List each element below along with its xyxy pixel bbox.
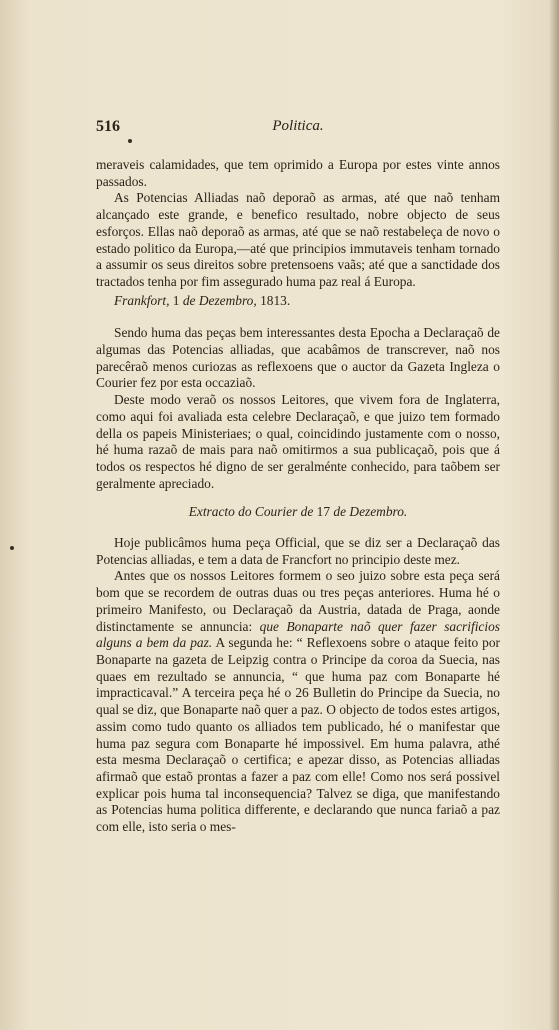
dateline-year: 1813. <box>260 292 291 308</box>
paragraph-before-text: Antes que os nossos Leitores formem o seo juizo sobre esta peça será bom que se recordem de outras duas ou tres peças anteriores. Huma hé o primeiro Manifesto, ou Declaraçaõ da Austria, datada de Praga, aonde distinctamente se annuncia: <box>96 568 500 634</box>
ink-speck <box>128 139 132 143</box>
paragraph-continued: meraveis calamidades, que tem oprimido a Europa por estes vinte annos passados. <box>96 157 500 189</box>
paragraph-before <box>96 568 500 835</box>
paragraph-before-cont: A segunda he: “ Reflexoens sobre o ataque feito por Bonaparte na gazeta de Leipzig contra o Principe da coroa da Suecia, nas quaes em rezultado se annuncia, “ que huma paz com Bonaparte hé impracticaval.” A terceira peça hé o 26 Bulletin do Principe da Suecia, no qual se diz, que Bonaparte naõ quer a paz. O objecto de todos estes artigos, assim como tudo quanto os alliados tem publicado, hé o manifestar que huma paz segura com Bonaparte hé impossivel. Em huma palavra, athé esta mesma Declaraçaõ o certifica; e apezar disso, as Potencias alliadas afirmaõ que estaõ prontas a fazer a paz com elle! Como nos será possivel explicar pois huma tal inconsequencia? Talvez se diga, que manifestando as Potencias huma politica differente, e declarando que nunca fariaõ a paz com elle, isto seria o mes- <box>96 635 501 835</box>
italic-quote: que Bonaparte naõ quer fazer sacrificios alguns a bem da paz. <box>96 618 500 651</box>
dateline-place: Frankfort, <box>114 292 170 308</box>
extract-heading-prefix: Extracto do Courier de <box>188 504 314 520</box>
paragraph-today: Hoje publicâmos huma peça Official, que se diz ser a Declaraçaõ das Potencias alliadas, e tem a data de Francfort no principio deste mez. <box>96 535 500 567</box>
extract-heading <box>96 504 500 521</box>
page-number: 516 <box>96 118 120 135</box>
extract-heading-suffix: de Dezembro. <box>333 504 408 520</box>
ink-speck <box>10 546 14 550</box>
body-text <box>96 157 500 836</box>
paragraph-readers: Deste modo veraõ os nossos Leitores, que vivem fora de Inglaterra, como aqui foi avaliada esta celebre Declaraçaõ, e que juizo tem formado della os papeis Ministeriaes; o qual, coincidindo justamente com o nosso, hé huma razaõ de mais para naõ omitirmos a sua publicaçaõ, pois que á todos os respectos hé digno de ser geralménte conhecido, para taõbem ser geralmente apreciado. <box>96 392 500 491</box>
binding-shadow <box>549 0 559 1030</box>
paragraph-declaration: Sendo huma das peças bem interessantes desta Epocha a Declaraçaõ de algumas das Potencias alliadas, que acabâmos de transcrever, naõ nos parecêraõ menos curiozas as reflexoens que o auctor da Gazeta Ingleza o Courier fez por esta occaziaõ. <box>96 325 500 391</box>
spacer <box>96 309 500 325</box>
dateline-month: de Dezembro, <box>182 292 257 308</box>
extract-heading-number: 17 <box>316 504 331 520</box>
page-header <box>96 118 500 140</box>
paragraph-allied-powers: As Potencias Alliadas naõ deporaõ as armas, até que naõ tenham alcançado este grande, e benefico resultado, nobre objecto de seus esforços. Ellas naõ deporaõ as armas, até que se naõ restabeleça de novo o estado politico da Europa,—até que principios immutaveis tenham tornado a assumir os seus direitos sobre pretensoens vaãs; até que a sanctidade dos tractados tenha por fim assegurado huma paz real á Europa. <box>96 190 500 289</box>
dateline <box>96 293 500 310</box>
dateline-day: 1 <box>172 292 180 308</box>
running-title: Politica. <box>272 118 324 134</box>
